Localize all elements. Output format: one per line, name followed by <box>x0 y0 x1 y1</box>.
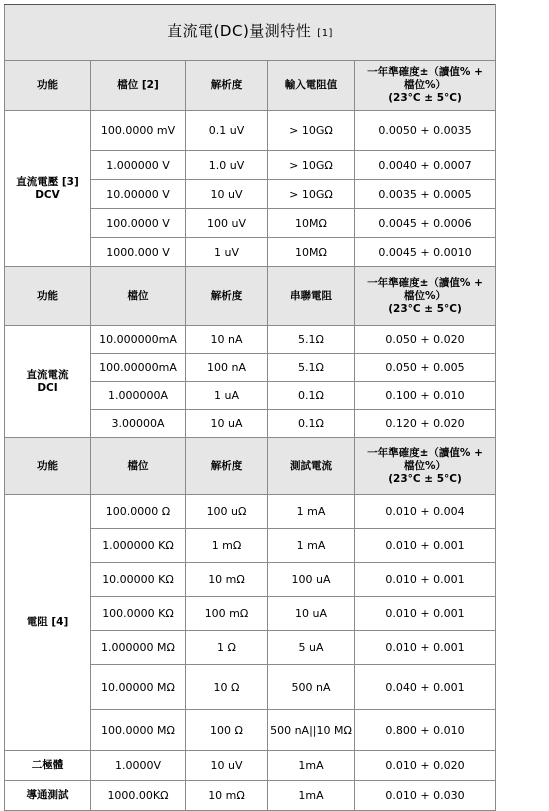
cell-resistance: 5.1Ω <box>268 326 355 354</box>
header-resolution: 解析度 <box>186 61 268 111</box>
function-diode: 二極體 <box>5 751 91 781</box>
cell-resolution: 100 uΩ <box>186 495 268 529</box>
cell-accuracy: 0.050 + 0.020 <box>355 326 496 354</box>
cell-accuracy: 0.010 + 0.020 <box>355 751 496 781</box>
cell-range: 100.0000 V <box>91 209 186 238</box>
cell-range: 1.000000 V <box>91 151 186 180</box>
cell-resistance: 0.1Ω <box>268 410 355 438</box>
cell-resistance: 0.1Ω <box>268 382 355 410</box>
accuracy-line2: 檔位%） <box>404 79 447 91</box>
cell-current: 1mA <box>268 751 355 781</box>
cell-resolution: 1 uA <box>186 382 268 410</box>
cell-range: 1.000000 KΩ <box>91 529 186 563</box>
cell-resolution: 1.0 uV <box>186 151 268 180</box>
cell-accuracy: 0.0040 + 0.0007 <box>355 151 496 180</box>
header-range: 檔位 <box>91 438 186 495</box>
cell-resolution: 100 uV <box>186 209 268 238</box>
cell-resistance: 10MΩ <box>268 209 355 238</box>
cell-resolution: 10 mΩ <box>186 781 268 811</box>
cell-current: 10 uA <box>268 597 355 631</box>
cell-current: 100 uA <box>268 563 355 597</box>
cell-current: 1mA <box>268 781 355 811</box>
cell-resolution: 1 mΩ <box>186 529 268 563</box>
cell-resistance: 10MΩ <box>268 238 355 267</box>
cell-range: 1000.00KΩ <box>91 781 186 811</box>
cell-range: 10.00000 MΩ <box>91 665 186 710</box>
cell-resistance: > 10GΩ <box>268 151 355 180</box>
header-series-resistance: 串聯電阻 <box>268 267 355 326</box>
cell-range: 100.0000 mV <box>91 111 186 151</box>
cell-resolution: 0.1 uV <box>186 111 268 151</box>
cell-accuracy: 0.120 + 0.020 <box>355 410 496 438</box>
header-function: 功能 <box>5 267 91 326</box>
cell-accuracy: 0.0035 + 0.0005 <box>355 180 496 209</box>
cell-range: 1000.000 V <box>91 238 186 267</box>
header-accuracy <box>355 61 496 111</box>
header-accuracy: 一年準確度±（讀值% + 檔位%） (23°C ± 5°C) <box>355 267 496 326</box>
cell-accuracy: 0.010 + 0.001 <box>355 631 496 665</box>
title-text: 直流電(DC)量測特性 <box>167 22 312 40</box>
cell-range: 3.00000A <box>91 410 186 438</box>
cell-resolution: 100 mΩ <box>186 597 268 631</box>
table-row-diode <box>5 751 496 781</box>
cell-resolution: 1 uV <box>186 238 268 267</box>
cell-range: 100.0000 KΩ <box>91 597 186 631</box>
accuracy-line1: 一年準確度±（讀值% + <box>367 66 483 78</box>
cell-current: 5 uA <box>268 631 355 665</box>
header-test-current: 測試電流 <box>268 438 355 495</box>
cell-accuracy: 0.010 + 0.001 <box>355 597 496 631</box>
cell-resolution: 10 nA <box>186 326 268 354</box>
header-row-dci <box>5 267 496 326</box>
cell-current: 1 mA <box>268 529 355 563</box>
cell-range: 10.00000 V <box>91 180 186 209</box>
header-range: 檔位 <box>91 267 186 326</box>
cell-range: 100.00000mA <box>91 354 186 382</box>
cell-accuracy: 0.010 + 0.001 <box>355 529 496 563</box>
cell-resolution: 10 Ω <box>186 665 268 710</box>
header-accuracy: 一年準確度±（讀值% + 檔位%） (23°C ± 5°C) <box>355 438 496 495</box>
header-row-dcv <box>5 61 496 111</box>
cell-current: 500 nA <box>268 665 355 710</box>
cell-resolution: 10 uV <box>186 180 268 209</box>
dc-spec-table <box>4 4 496 811</box>
cell-accuracy: 0.0045 + 0.0006 <box>355 209 496 238</box>
cell-resistance: 5.1Ω <box>268 354 355 382</box>
cell-resolution: 100 nA <box>186 354 268 382</box>
cell-accuracy: 0.010 + 0.001 <box>355 563 496 597</box>
function-continuity: 導通測試 <box>5 781 91 811</box>
cell-resistance: > 10GΩ <box>268 180 355 209</box>
header-resolution: 解析度 <box>186 438 268 495</box>
cell-range: 1.0000V <box>91 751 186 781</box>
cell-resolution: 10 mΩ <box>186 563 268 597</box>
cell-accuracy: 0.010 + 0.030 <box>355 781 496 811</box>
function-resistance: 電阻 [4] <box>5 495 91 751</box>
cell-range: 1.000000 MΩ <box>91 631 186 665</box>
cell-current: 1 mA <box>268 495 355 529</box>
cell-resolution: 10 uV <box>186 751 268 781</box>
header-row-resistance <box>5 438 496 495</box>
table-row <box>5 111 496 151</box>
table-row-continuity <box>5 781 496 811</box>
header-function: 功能 <box>5 61 91 111</box>
cell-range: 100.0000 MΩ <box>91 710 186 751</box>
header-input-resistance: 輸入電阻值 <box>268 61 355 111</box>
cell-accuracy: 0.100 + 0.010 <box>355 382 496 410</box>
cell-current: 500 nA||10 MΩ <box>268 710 355 751</box>
cell-accuracy: 0.040 + 0.001 <box>355 665 496 710</box>
cell-range: 100.0000 Ω <box>91 495 186 529</box>
cell-resolution: 100 Ω <box>186 710 268 751</box>
table-title <box>5 5 496 61</box>
dc-spec-table-container <box>4 4 495 811</box>
table-row <box>5 326 496 354</box>
cell-resistance: > 10GΩ <box>268 111 355 151</box>
cell-resolution: 1 Ω <box>186 631 268 665</box>
cell-accuracy: 0.0050 + 0.0035 <box>355 111 496 151</box>
cell-resolution: 10 uA <box>186 410 268 438</box>
cell-accuracy: 0.0045 + 0.0010 <box>355 238 496 267</box>
header-function: 功能 <box>5 438 91 495</box>
table-row <box>5 495 496 529</box>
header-range: 檔位 [2] <box>91 61 186 111</box>
title-note: [1] <box>317 28 333 39</box>
function-dci: 直流電流 DCI <box>5 326 91 438</box>
cell-range: 10.000000mA <box>91 326 186 354</box>
header-resolution: 解析度 <box>186 267 268 326</box>
cell-accuracy: 0.050 + 0.005 <box>355 354 496 382</box>
cell-accuracy: 0.800 + 0.010 <box>355 710 496 751</box>
cell-accuracy: 0.010 + 0.004 <box>355 495 496 529</box>
accuracy-line3: (23°C ± 5°C) <box>388 92 462 104</box>
function-dcv: 直流電壓 [3] DCV <box>5 111 91 267</box>
cell-range: 10.00000 KΩ <box>91 563 186 597</box>
cell-range: 1.000000A <box>91 382 186 410</box>
